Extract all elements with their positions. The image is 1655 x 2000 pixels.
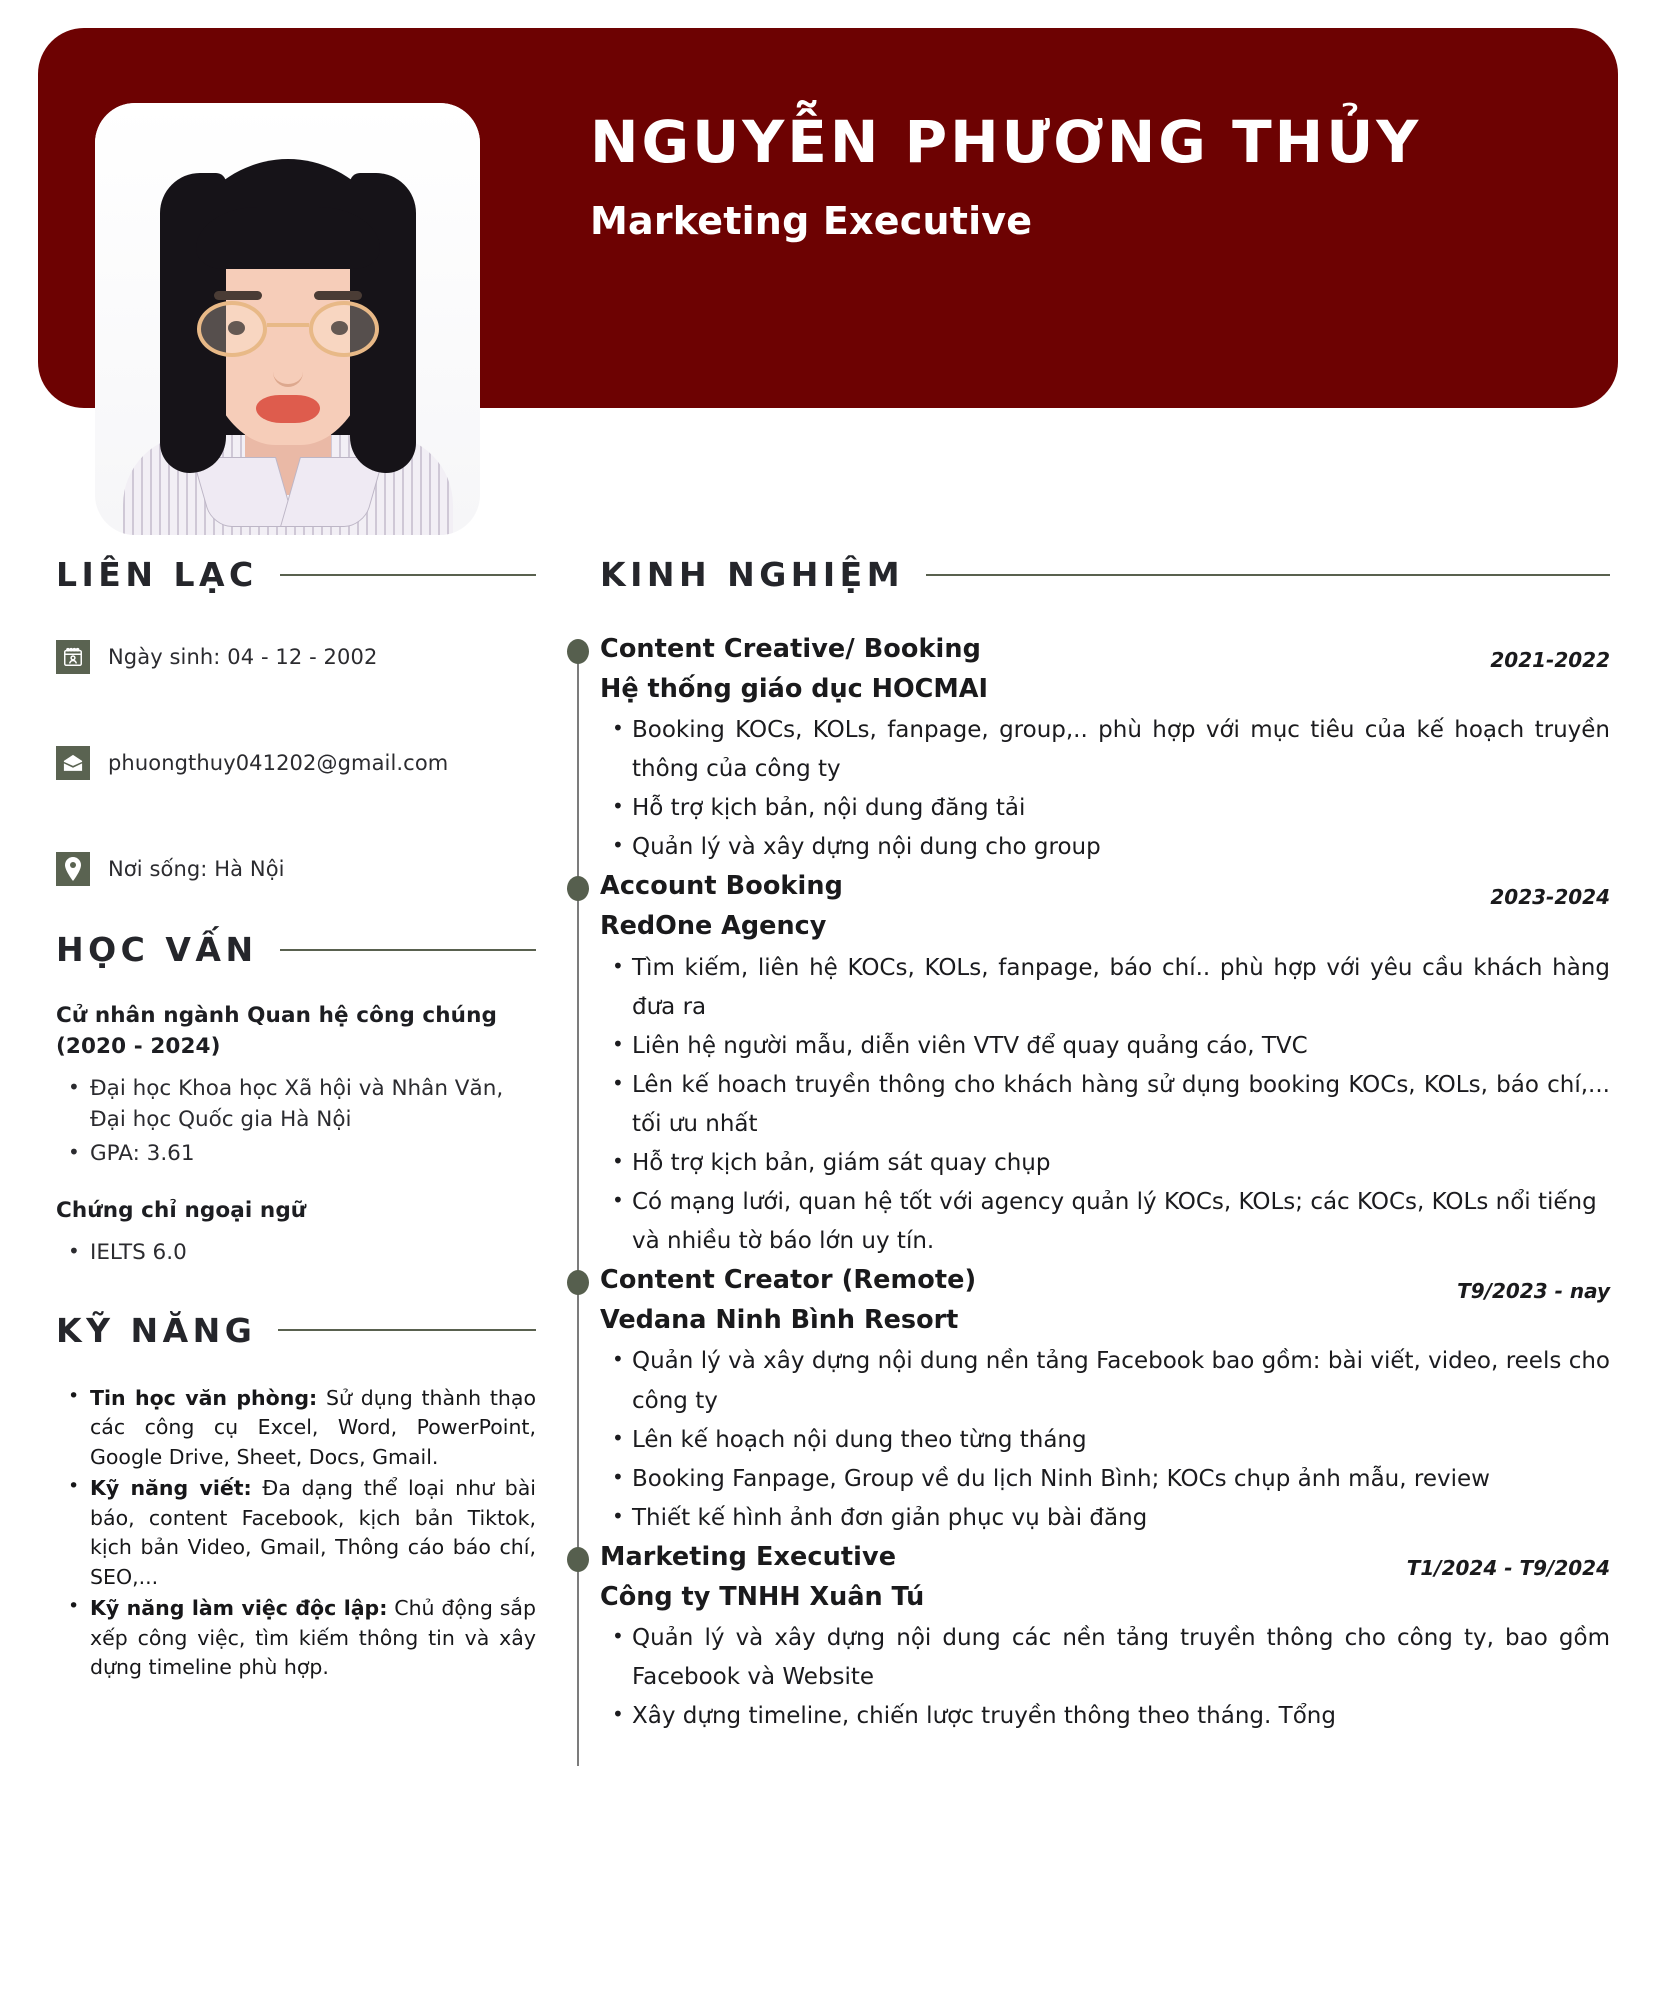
calendar-person-icon xyxy=(56,640,90,674)
list-item: • Tìm kiếm, liên hệ KOCs, KOLs, fanpage, báo chí.. phù hợp với yêu cầu khách hàng đưa ra xyxy=(632,949,1610,1027)
job-responsibilities xyxy=(600,1619,1610,1736)
contact-item-email[interactable] xyxy=(56,746,536,780)
job-responsibilities xyxy=(600,1342,1610,1537)
skill-text: Sử dụng thành thạo các công cụ Excel, Word, PowerPoint, Google Drive, Sheet, Docs, Gmail. xyxy=(90,1385,536,1469)
skill-label: Kỹ năng làm việc độc lập: xyxy=(90,1596,388,1621)
education-section xyxy=(56,930,536,1269)
education-degree-points xyxy=(56,1074,536,1170)
experience-entry-header xyxy=(600,871,1610,909)
section-rule xyxy=(280,574,536,576)
list-item: • Hỗ trợ kịch bản, giám sát quay chụp xyxy=(632,1144,1610,1183)
experience-section-header xyxy=(600,555,1610,594)
contact-section-title: LIÊN LẠC xyxy=(56,555,258,594)
list-item xyxy=(90,1474,536,1592)
list-item: • Hỗ trợ kịch bản, nội dung đăng tải xyxy=(632,789,1610,828)
skills-section-title: KỸ NĂNG xyxy=(56,1310,257,1350)
job-title: Content Creator (Remote) xyxy=(600,1265,977,1296)
section-rule xyxy=(278,1329,536,1331)
job-responsibilities xyxy=(600,711,1610,867)
list-item: • Đại học Khoa học Xã hội và Nhân Văn, Đại học Quốc gia Hà Nội xyxy=(90,1074,536,1135)
section-rule xyxy=(280,949,536,951)
job-title: Marketing Executive xyxy=(600,1541,897,1572)
skill-text: Đa dạng thể loại như bài báo, content Facebook, kịch bản Tiktok, kịch bản Video, Gmail, Thông cáo báo chí, SEO,... xyxy=(90,1476,537,1589)
photo-lips xyxy=(256,395,320,423)
skill-label: Kỹ năng viết: xyxy=(90,1476,252,1501)
education-section-header xyxy=(56,930,536,969)
location-pin-icon xyxy=(56,852,90,886)
skill-label: Tin học văn phòng: xyxy=(90,1385,318,1410)
list-item: • Quản lý và xây dựng nội dung các nền tảng truyền thông cho công ty, bao gồm Facebook và Website xyxy=(632,1619,1610,1697)
list-item: • IELTS 6.0 xyxy=(90,1238,536,1269)
list-item: • Lên kế hoach truyền thông cho khách hàng sử dụng booking KOCs, KOLs, báo chí,... tối ưu nhất xyxy=(632,1066,1610,1144)
contact-list xyxy=(56,640,536,886)
experience-entry xyxy=(600,871,1610,1261)
list-item: • GPA: 3.61 xyxy=(90,1139,536,1170)
photo-lens-left xyxy=(197,301,267,357)
skills-section-header xyxy=(56,1311,536,1350)
contact-birthdate-text: Ngày sinh: 04 - 12 - 2002 xyxy=(108,645,378,669)
experience-entry-header xyxy=(600,1542,1610,1580)
photo-bangs xyxy=(196,207,380,269)
experience-entry xyxy=(600,634,1610,867)
experience-section xyxy=(600,555,1610,1740)
candidate-name: NGUYỄN PHƯƠNG THỦY xyxy=(590,108,1422,176)
candidate-role: Marketing Executive xyxy=(590,198,1033,243)
job-date: 2021-2022 xyxy=(1490,648,1610,672)
skills-list xyxy=(56,1384,536,1683)
experience-entry-header xyxy=(600,634,1610,672)
profile-photo-illustration xyxy=(95,103,480,535)
list-item: • Xây dựng timeline, chiến lược truyền thông theo tháng. Tổng xyxy=(632,1697,1610,1736)
contact-item-birthdate xyxy=(56,640,536,674)
timeline-dot-icon xyxy=(567,876,589,901)
experience-timeline xyxy=(600,634,1610,1736)
list-item: • Liên hệ người mẫu, diễn viên VTV để quay quảng cáo, TVC xyxy=(632,1027,1610,1066)
contact-location-text: Nơi sống: Hà Nội xyxy=(108,857,285,881)
skill-text: Chủ động sắp xếp công việc, tìm kiếm thông tin và xây dựng timeline phù hợp. xyxy=(90,1596,536,1680)
section-rule xyxy=(926,574,1610,576)
profile-photo xyxy=(95,103,480,535)
list-item: • Booking Fanpage, Group về du lịch Ninh Bình; KOCs chụp ảnh mẫu, review xyxy=(632,1460,1610,1499)
job-date: T1/2024 - T9/2024 xyxy=(1406,1555,1610,1580)
education-certificate-title: Chứng chỉ ngoại ngữ xyxy=(56,1197,307,1223)
job-organization: Hệ thống giáo dục HOCMAI xyxy=(600,674,988,704)
list-item: • Thiết kế hình ảnh đơn giản phục vụ bài đăng xyxy=(632,1499,1610,1538)
timeline-dot-icon xyxy=(567,1270,589,1295)
photo-glasses-bridge xyxy=(267,323,309,327)
job-responsibilities xyxy=(600,949,1610,1262)
skills-section xyxy=(56,1311,536,1683)
list-item xyxy=(90,1384,536,1473)
photo-lens-right xyxy=(309,301,379,357)
timeline-dot-icon xyxy=(567,1547,589,1572)
list-item: • Lên kế hoạch nội dung theo từng tháng xyxy=(632,1421,1610,1460)
education-certificate-points xyxy=(56,1238,536,1269)
job-organization: Vedana Ninh Bình Resort xyxy=(600,1305,959,1336)
experience-entry-header xyxy=(600,1265,1610,1303)
contact-email-text: phuongthuy041202@gmail.com xyxy=(108,751,449,775)
timeline-dot-icon xyxy=(567,639,589,664)
envelope-icon xyxy=(56,746,90,780)
job-organization: RedOne Agency xyxy=(600,911,827,942)
timeline-line xyxy=(577,644,579,1766)
experience-entry xyxy=(600,1542,1610,1736)
education-section-title: HỌC VẤN xyxy=(56,930,258,969)
job-organization: Công ty TNHH Xuân Tú xyxy=(600,1581,925,1612)
list-item: • Quản lý và xây dựng nội dung cho group xyxy=(632,828,1610,867)
photo-glasses xyxy=(197,301,379,357)
sidebar xyxy=(56,555,536,1685)
education-degree: Cử nhân ngành Quan hệ công chúng (2020 - 2024) xyxy=(56,1003,497,1059)
list-item: • Có mạng lưới, quan hệ tốt với agency quản lý KOCs, KOLs; các KOCs, KOLs nổi tiếng và nhiều tờ báo lớn uy tín. xyxy=(632,1183,1610,1261)
job-title: Account Booking xyxy=(600,871,843,902)
contact-section-header xyxy=(56,555,536,594)
list-item: • Booking KOCs, KOLs, fanpage, group,.. phù hợp với mục tiêu của kế hoạch truyền thông của công ty xyxy=(632,711,1610,789)
header-text-block xyxy=(590,108,1590,243)
list-item: • Quản lý và xây dựng nội dung nền tảng Facebook bao gồm: bài viết, video, reels cho công ty xyxy=(632,1342,1610,1420)
experience-entry xyxy=(600,1265,1610,1538)
photo-brow-right xyxy=(314,291,362,300)
experience-section-title: KINH NGHIỆM xyxy=(600,555,905,594)
photo-brow-left xyxy=(214,291,262,300)
contact-item-location xyxy=(56,852,536,886)
job-title: Content Creative/ Booking xyxy=(600,634,982,664)
list-item xyxy=(90,1594,536,1683)
job-date: T9/2023 - nay xyxy=(1457,1279,1610,1304)
job-date: 2023-2024 xyxy=(1490,885,1610,910)
